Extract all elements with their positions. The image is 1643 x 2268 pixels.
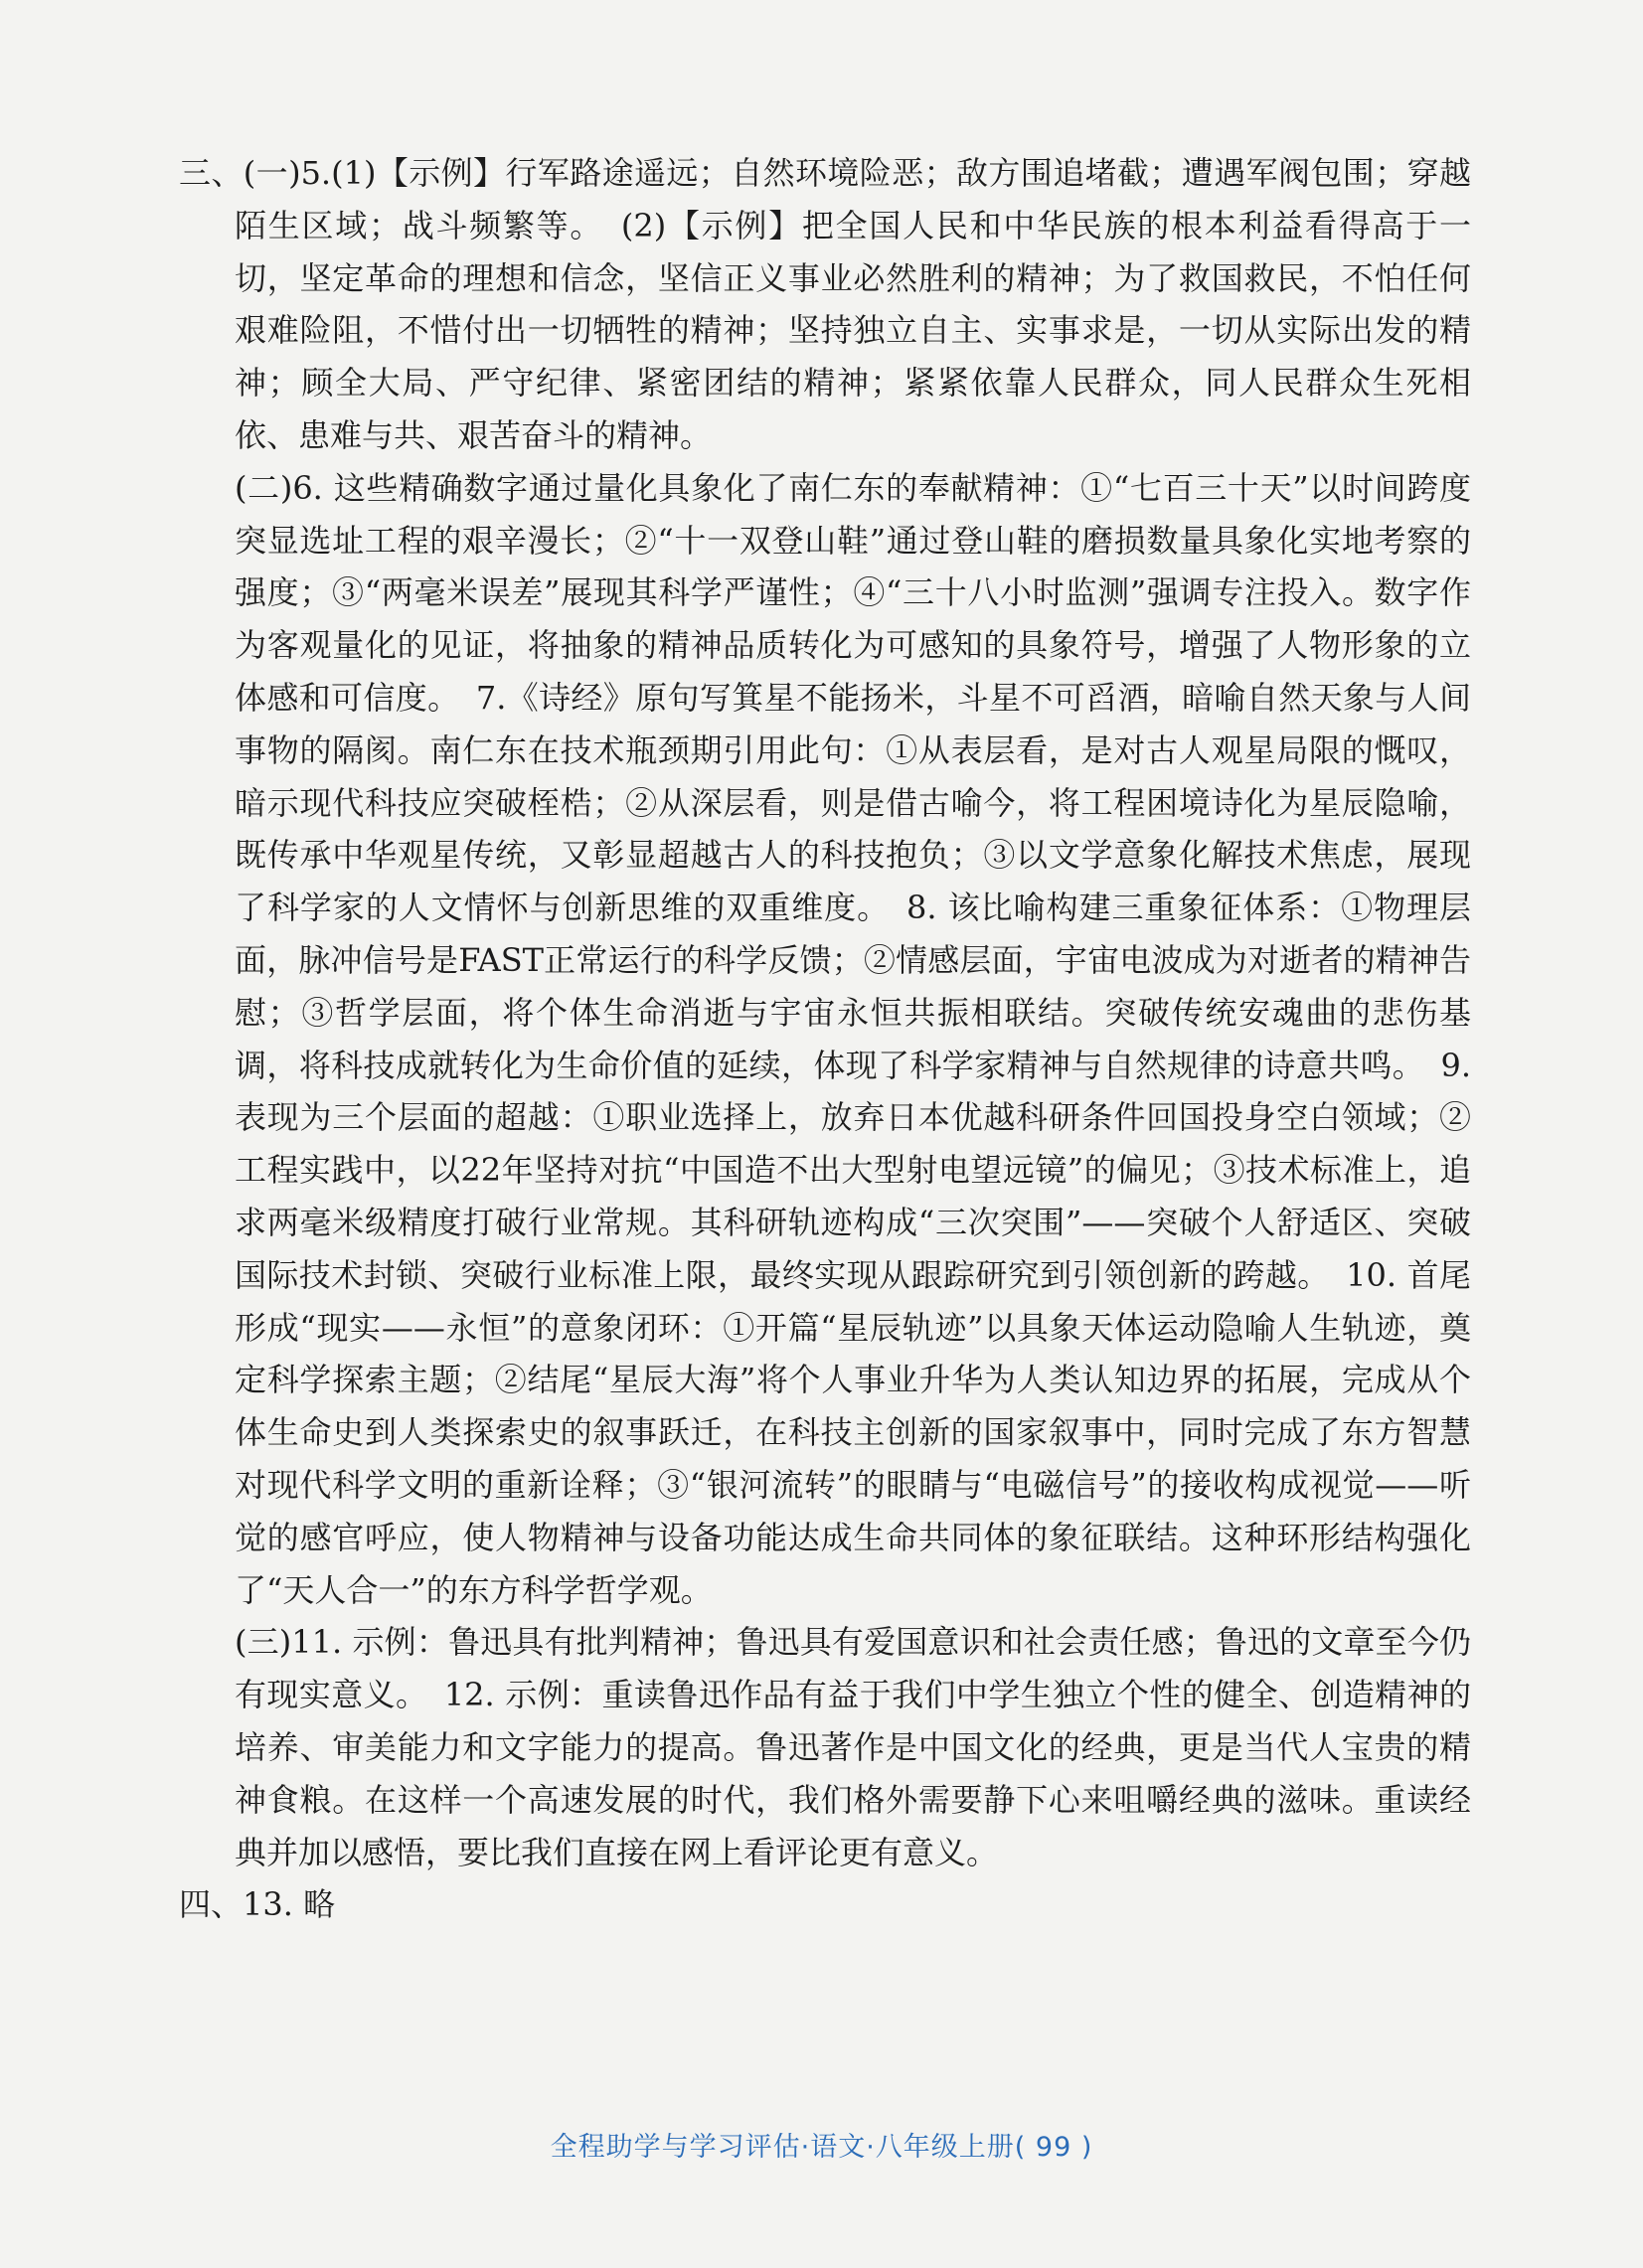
part4-answer: 四、13. 略 — [179, 1885, 336, 1924]
part3-subsection2-answers: (二)6. 这些精确数字通过量化具象化了南仁东的奉献精神：①“七百三十天”以时间跨度突显选址工程的艰辛漫长；②“十一双登山鞋”通过登山鞋的磨损数量具象化实地考察的强度；③“两毫米误差”展现其科学严谨性；④“三十八小时监测”强调专注投入。数字作为客观量化的见证，将抽象的精神品质转化为可感知的具象符号，增强了人物形象的立体感和可信度。 7.《诗经》原句写箕星不能扬米，斗星不可舀酒，暗喻自然天象与人间事物的隔阂。南仁东在技术瓶颈期引用此句：①从表层看，是对古人观星局限的慨叹，暗示现代科技应突破桎梏；②从深层看，则是借古喻今，将工程困境诗化为星辰隐喻，既传承中华观星传统，又彰显超越古人的科技抱负；③以文学意象化解技术焦虑，展现了科学家的人文情怀与创新思维的双重维度。 8. 该比喻构建三重象征体系：①物理层面，脉冲信号是FAST正常运行的科学反馈；②情感层面，宇宙电波成为对逝者的精神告慰；③哲学层面，将个体生命消逝与宇宙永恒共振相联结。突破传统安魂曲的悲伤基调，将科技成就转化为生命价值的延续，体现了科学家精神与自然规律的诗意共鸣。 9. 表现为三个层面的超越：①职业选择上，放弃日本优越科研条件回国投身空白领域；②工程实践中，以22年坚持对抗“中国造不出大型射电望远镜”的偏见；③技术标准上，追求两毫米级精度打破行业常规。其科研轨迹构成“三次突围”——突破个人舒适区、突破国际技术封锁、突破行业标准上限，最终实现从跟踪研究到引领创新的跨越。 10. 首尾形成“现实——永恒”的意象闭环：①开篇“星辰轨迹”以具象天体运动隐喻人生轨迹，奠定科学探索主题；②结尾“星辰大海”将个人事业升华为人类认知边界的拓展，完成从个体生命史到人类探索史的叙事跃迁，在科技主创新的国家叙事中，同时完成了东方智慧对现代科学文明的重新诠释；③“银河流转”的眼睛与“电磁信号”的接收构成视觉——听觉的感官呼应，使人物精神与设备功能达成生命共同体的象征联结。这种环形结构强化了“天人合一”的东方科学哲学观。 — [235, 468, 1471, 1609]
answer-content — [179, 147, 1471, 1931]
part3-question5-answer: 三、(一)5.(1)【示例】行军路途遥远；自然环境险恶；敌方围追堵截；遭遇军阀包围；穿越陌生区域；战斗频繁等。 (2)【示例】把全国人民和中华民族的根本利益看得高于一切，坚定革命的理想和信念，坚信正义事业必然胜利的精神；为了救国救民，不怕任何艰难险阻，不惜付出一切牺牲的精神；坚持独立自主、实事求是，一切从实际出发的精神；顾全大局、严守纪律、紧密团结的精神；紧紧依靠人民群众，同人民群众生死相依、患难与共、艰苦奋斗的精神。 — [179, 154, 1471, 454]
page-footer: 全程助学与学习评估·语文·八年级上册( 99 ) — [550, 2132, 1093, 2163]
part3-subsection3-answers: (三)11. 示例：鲁迅具有批判精神；鲁迅具有爱国意识和社会责任感；鲁迅的文章至今仍有现实意义。 12. 示例：重读鲁迅作品有益于我们中学生独立个性的健全、创造精神的培养、审美能力和文字能力的提高。鲁迅著作是中国文化的经典，更是当代人宝贵的精神食粮。在这样一个高速发展的时代，我们格外需要静下心来咀嚼经典的滋味。重读经典并加以感悟，要比我们直接在网上看评论更有意义。 — [235, 1623, 1471, 1871]
